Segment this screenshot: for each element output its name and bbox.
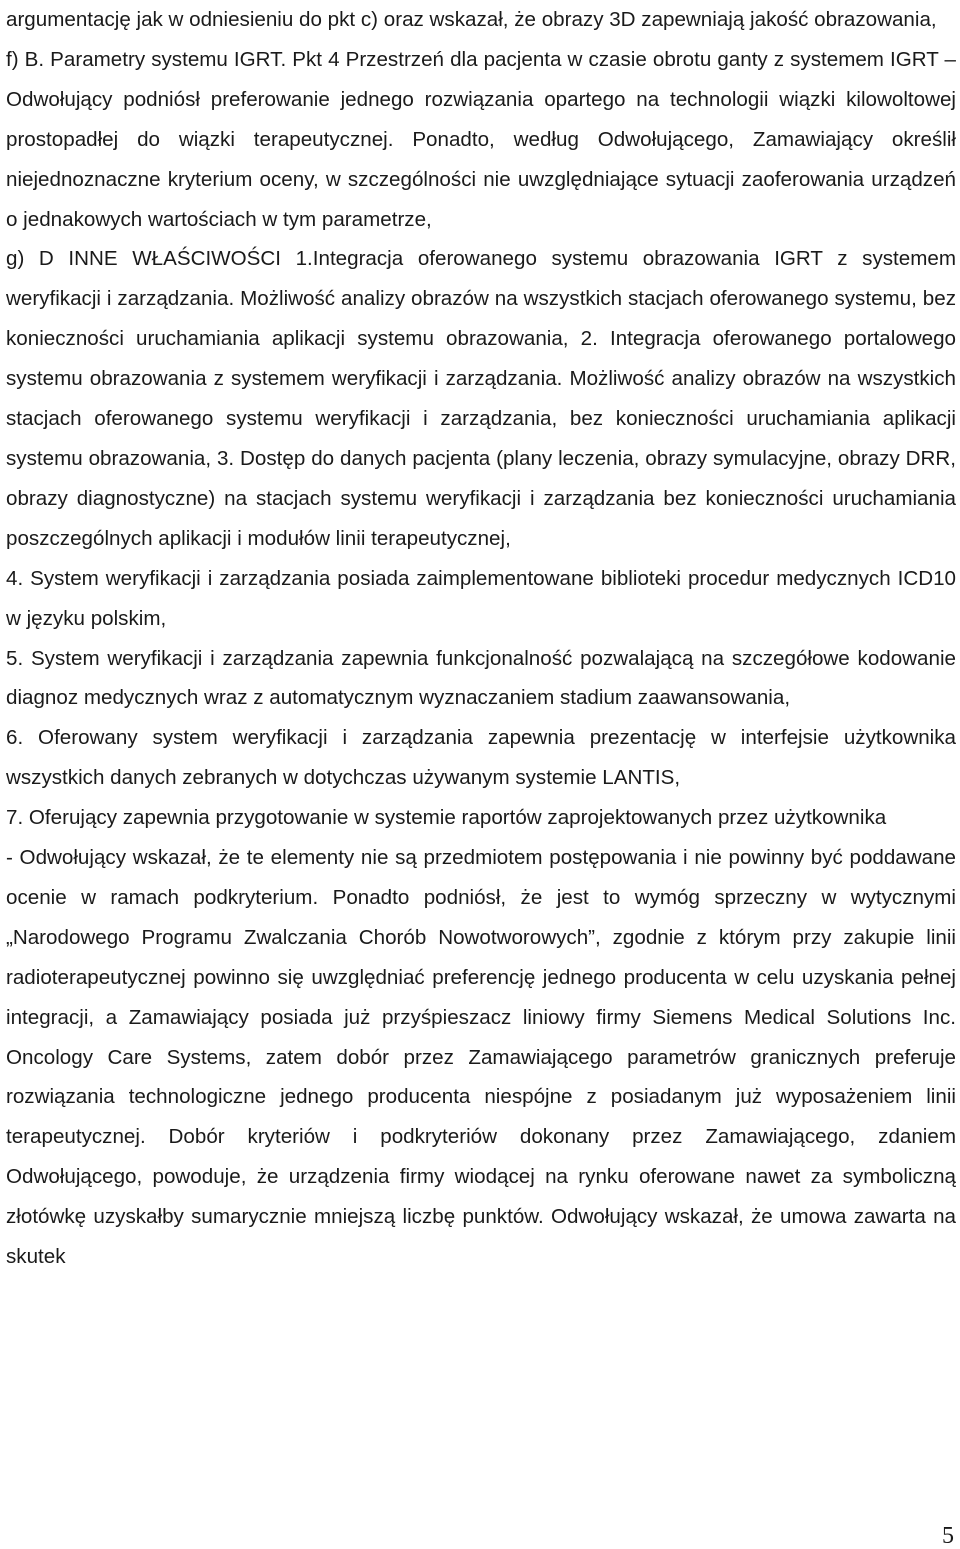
page-number: 5 <box>942 1523 954 1549</box>
paragraph-item-g: g) D INNE WŁAŚCIWOŚCI 1.Integracja oferowanego systemu obrazowania IGRT z systemem weryfikacji i zarządzania. Możliwość analizy obrazów na wszystkich stacjach oferowanego systemu, bez konieczności uruchamiania aplikacji systemu obrazowania, 2. Integracja oferowanego portalowego systemu obrazowania z systemem weryfikacji i zarządzania. Możliwość analizy obrazów na wszystkich stacjach oferowanego systemu weryfikacji i zarządzania, bez konieczności uruchamiania aplikacji systemu obrazowania, 3. Dostęp do danych pacjenta (plany leczenia, obrazy symulacyjne, obrazy DRR, obrazy diagnostyczne) na stacjach systemu weryfikacji i zarządzania bez konieczności uruchamiania poszczególnych aplikacji i modułów linii terapeutycznej, <box>6 247 956 550</box>
paragraph-argumentation: argumentację jak w odniesieniu do pkt c) oraz wskazał, że obrazy 3D zapewniają jakość obrazowania, <box>6 8 937 31</box>
paragraph-item-f: f) B. Parametry systemu IGRT. Pkt 4 Przestrzeń dla pacjenta w czasie obrotu ganty z systemem IGRT – Odwołujący podniósł preferowanie jednego rozwiązania opartego na technologii wiązki kilowoltowej prostopadłej do wiązki terapeutycznej. Ponadto, według Odwołującego, Zamawiający określił niejednoznaczne kryterium oceny, w szczególności nie uwzględniające sytuacji zaoferowania urządzeń o jednakowych wartościach w tym parametrze, <box>6 47 956 231</box>
document-page <box>6 0 956 1277</box>
paragraph-point-4: 4. System weryfikacji i zarządzania posiada zaimplementowane biblioteki procedur medycznych ICD10 w języku polskim, <box>6 566 956 630</box>
paragraph-point-6: 6. Oferowany system weryfikacji i zarządzania zapewnia prezentację w interfejsie użytkownika wszystkich danych zebranych w dotychczas używanym systemie LANTIS, <box>6 726 956 790</box>
paragraph-objection: - Odwołujący wskazał, że te elementy nie są przedmiotem postępowania i nie powinny być poddawane ocenie w ramach podkryterium. Ponadto podniósł, że jest to wymóg sprzeczny w wytycznymi „Narodowego Programu Zwalczania Chorób Nowotworowych”, zgodnie z którym przy zakupie linii radioterapeutycznej powinno się uwzględniać preferencję jednego producenta w celu uzyskania pełnej integracji, a Zamawiający posiada już przyśpieszacz liniowy firmy Siemens Medical Solutions Inc. Oncology Care Systems, zatem dobór przez Zamawiającego parametrów granicznych preferuje rozwiązania technologiczne jednego producenta niespójne z posiadanym już wyposażeniem linii terapeutycznej. Dobór kryteriów i podkryteriów dokonany przez Zamawiającego, zdaniem Odwołującego, powoduje, że urządzenia firmy wiodącej na rynku oferowane nawet za symboliczną złotówkę uzyskałby sumarycznie mniejszą liczbę punktów. Odwołujący wskazał, że umowa zawarta na skutek <box>6 846 956 1269</box>
paragraph-point-7: 7. Oferujący zapewnia przygotowanie w systemie raportów zaprojektowanych przez użytkownika <box>6 806 887 830</box>
paragraph-point-5: 5. System weryfikacji i zarządzania zapewnia funkcjonalność pozwalającą na szczegółowe kodowanie diagnoz medycznych wraz z automatycznym wyznaczaniem stadium zaawansowania, <box>6 646 956 710</box>
